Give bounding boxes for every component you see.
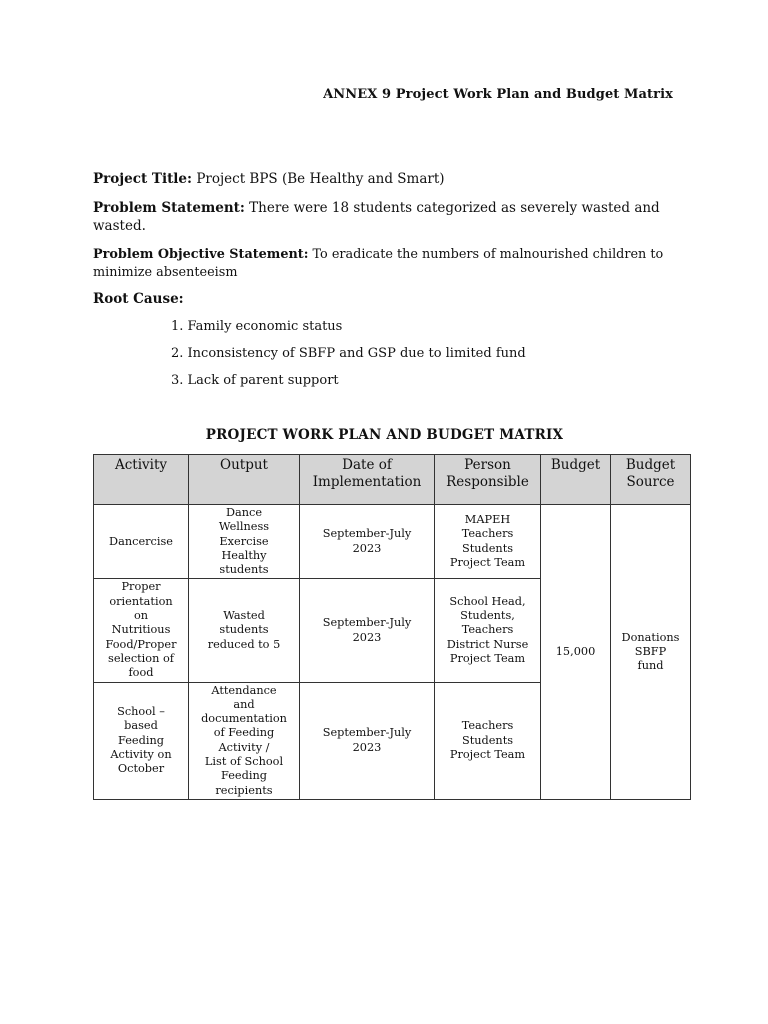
header-budget-source: Budget Source [611,455,691,505]
cell-line: recipients [215,783,273,797]
cell-line: 2023 [352,541,382,555]
objective-statement [93,246,683,282]
cell-line: based [124,719,158,733]
cell-line: September-July [322,527,412,541]
cell-line: fund [637,659,664,673]
cell-line: orientation [109,594,173,608]
cell-line: October [117,762,165,776]
cell-line: Wellness [218,520,270,534]
problem-statement-value: There were 18 students categorized as severely wasted and wasted. [93,200,660,234]
cell-line: documentation [201,712,287,726]
activity-cell [94,682,189,799]
cell-line: Students [461,733,514,747]
cell-line: reduced to 5 [207,637,281,651]
cell-line: School Head, [449,594,526,608]
cell-line: Attendance [211,683,277,697]
activity-cell [94,579,189,682]
cell-line: September-July [322,726,412,740]
cell-line: Feeding [118,733,164,747]
cell-line: Exercise [219,534,269,548]
problem-statement-label: Problem Statement: [93,200,245,216]
root-cause-item: 1. Family economic status [171,319,343,334]
cell-line: MAPEH [464,513,511,527]
activity-cell [94,505,189,579]
cell-line: and [233,697,255,711]
header-activity: Activity [94,455,189,505]
cell-line: Healthy [221,548,267,562]
header-output: Output [189,455,300,505]
date-cell [300,579,435,682]
cell-line: students [219,563,269,577]
cell-line: 2023 [352,740,382,754]
budget-source-cell [611,505,691,800]
person-cell [435,682,541,799]
cell-line: 2023 [352,630,382,644]
header-date: Date of Implementation [300,455,435,505]
date-cell [300,682,435,799]
cell-line: Activity on [110,747,172,761]
cell-line: food [128,666,154,680]
project-title-value: Project BPS (Be Healthy and Smart) [196,171,445,187]
cell-line: Project Team [449,556,526,570]
table-header-row [94,455,691,505]
cell-line: selection of [108,651,174,665]
objective-statement-value: To eradicate the numbers of malnourished children to minimize absenteeism [93,247,664,280]
date-cell [300,505,435,579]
root-cause-label: Root Cause: [93,291,184,307]
cell-line: Teachers [461,623,514,637]
work-plan-table [93,454,691,800]
cell-line: of Feeding [213,726,275,740]
cell-line: Project Team [449,651,526,665]
cell-line: students [219,623,269,637]
output-cell [189,579,300,682]
cell-line: Food/Proper [105,637,177,651]
cell-line: Project Team [449,747,526,761]
table-row [94,505,691,579]
root-cause-item: 3. Lack of parent support [171,373,339,388]
cell-line: Wasted [223,609,265,623]
root-cause-list [171,318,526,399]
person-cell [435,579,541,682]
cell-line: Activity / [218,740,270,754]
cell-line: Donations [621,630,680,644]
cell-line: September-July [322,616,412,630]
cell-line: District Nurse [446,637,529,651]
root-cause-item: 2. Inconsistency of SBFP and GSP due to limited fund [171,346,526,361]
budget-cell: 15,000 [541,505,611,800]
problem-statement [93,199,683,235]
cell-line: SBFP [634,644,667,658]
objective-statement-label: Problem Objective Statement: [93,247,309,262]
cell-line: Students, [460,609,515,623]
cell-line: School – [117,705,165,718]
cell-line: Teachers [461,527,514,541]
cell-line: Teachers [461,719,514,733]
project-title [93,170,683,188]
cell-line: List of School [204,755,284,769]
cell-line: Feeding [221,769,267,783]
header-budget: Budget [541,455,611,505]
matrix-title: PROJECT WORK PLAN AND BUDGET MATRIX [205,427,564,443]
output-cell [189,682,300,799]
output-cell [189,505,300,579]
cell-line: Dance [225,506,263,519]
cell-line: Students [461,541,514,555]
cell-line: Proper [121,580,161,594]
person-cell [435,505,541,579]
annex-heading: ANNEX 9 Project Work Plan and Budget Matrix [323,87,673,102]
cell-line: Dancercise [109,534,173,548]
cell-line: on [133,609,149,623]
project-title-label: Project Title: [93,171,193,187]
header-person: Person Responsible [435,455,541,505]
cell-line: Nutritious [111,623,171,637]
